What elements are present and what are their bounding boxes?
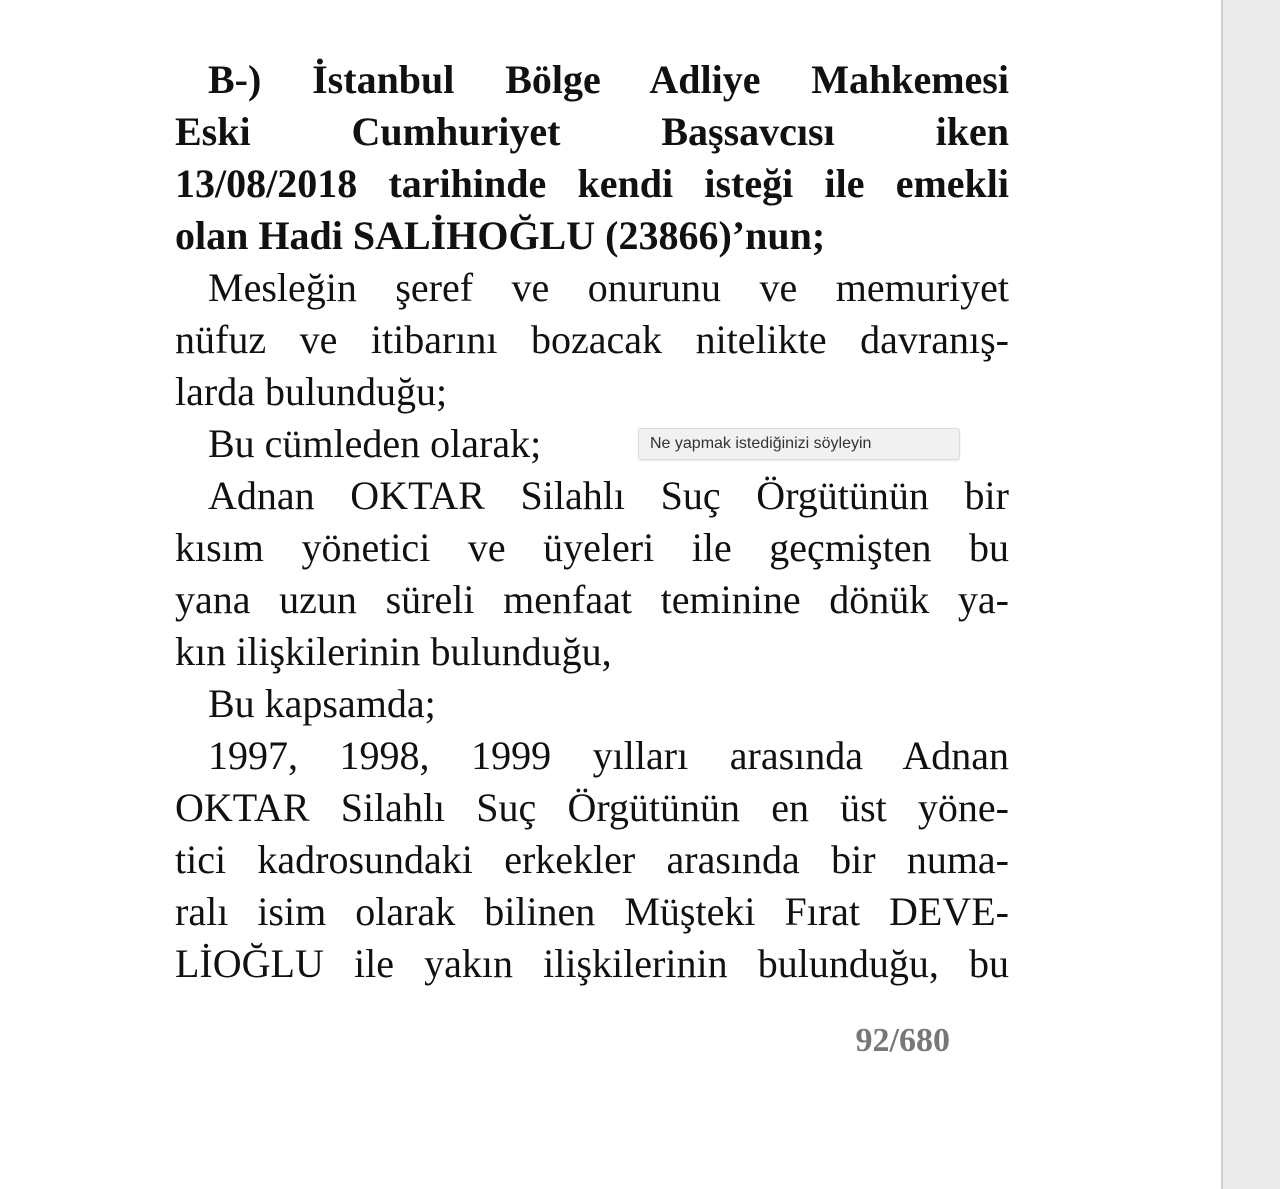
text-line: Bu kapsamda; — [208, 681, 436, 726]
text-line: Adnan OKTAR Silahlı Suç Örgütünün bir — [208, 473, 1009, 518]
page-number: 92/680 — [855, 1022, 950, 1059]
text-line: ralı isim olarak bilinen Müşteki Fırat DEVE- — [175, 889, 1009, 934]
text-line: larda bulunduğu; — [175, 369, 448, 414]
tell-me-tooltip: Ne yapmak istediğinizi söyleyin — [638, 428, 960, 460]
text-line: Bu cümleden olarak; — [208, 421, 542, 466]
text-line: B-) İstanbul Bölge Adliye Mahkemesi — [208, 57, 1009, 102]
text-line: yana uzun süreli menfaat teminine dönük ya- — [175, 577, 1009, 622]
text-line: 1997, 1998, 1999 yılları arasında Adnan — [208, 733, 1009, 778]
text-line: 13/08/2018 tarihinde kendi isteği ile emekli — [175, 161, 1009, 206]
text-line: Mesleğin şeref ve onurunu ve memuriyet — [208, 265, 1009, 310]
document-body — [175, 54, 1009, 990]
side-panel — [1221, 0, 1280, 1189]
text-line: olan Hadi SALİHOĞLU (23866)’nun; — [175, 213, 826, 258]
text-line: nüfuz ve itibarını bozacak nitelikte davranış- — [175, 317, 1009, 362]
text-line: OKTAR Silahlı Suç Örgütünün en üst yöne- — [175, 785, 1009, 830]
text-line: tici kadrosundaki erkekler arasında bir numa- — [175, 837, 1009, 882]
text-line: LİOĞLU ile yakın ilişkilerinin bulunduğu, bu — [175, 941, 1009, 986]
text-line: kın ilişkilerinin bulunduğu, — [175, 629, 612, 674]
text-line: Eski Cumhuriyet Başsavcısı iken — [175, 109, 1009, 154]
text-line: kısım yönetici ve üyeleri ile geçmişten bu — [175, 525, 1009, 570]
